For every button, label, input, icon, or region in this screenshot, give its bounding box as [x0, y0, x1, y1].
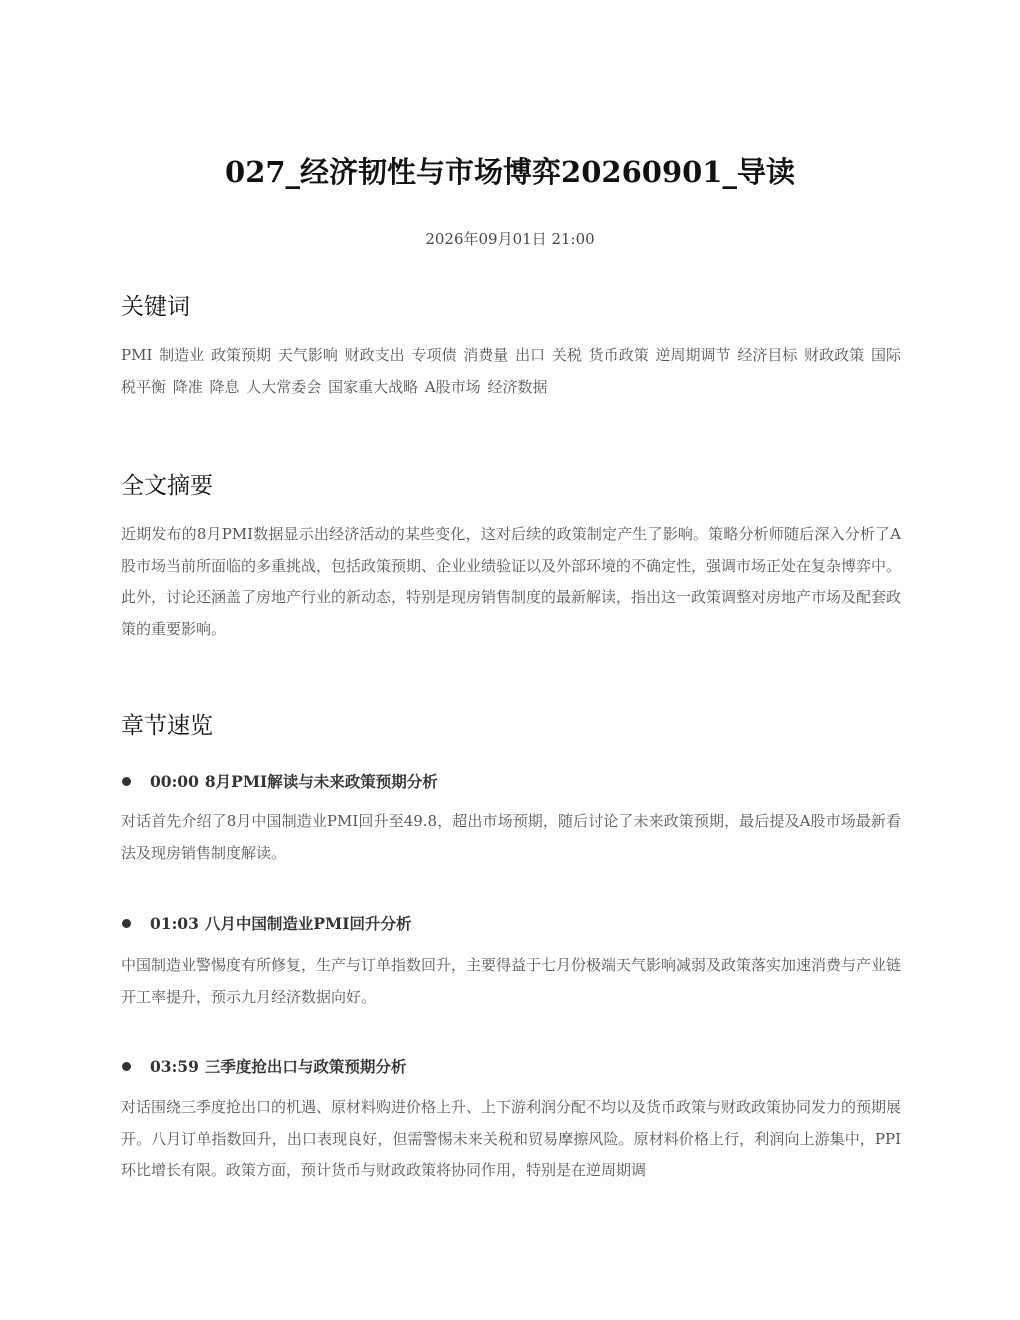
chapter-item-title: [121, 1053, 901, 1079]
bullet-icon: [122, 777, 131, 786]
keywords-text: PMI 制造业 政策预期 天气影响 财政支出 专项债 消费量 出口 关税 货币政策 逆周期调节 经济目标 财政政策 国际税平衡 降准 降息 人大常委会 国家重大战略 A股市场 经济数据: [121, 346, 901, 396]
keywords-heading: 关键词: [121, 294, 190, 320]
chapter-item-title: [121, 910, 901, 936]
chapter-time: 00:00: [150, 771, 199, 791]
chapter-title: 八月中国制造业PMI回升分析: [204, 914, 412, 933]
summary-heading: 全文摘要: [121, 473, 213, 499]
bullet-icon: [122, 1062, 131, 1071]
bullet-icon: [122, 919, 131, 928]
chapter-time: 01:03: [150, 913, 199, 933]
chapter-item-title: [121, 768, 901, 794]
summary-text: 近期发布的8月PMI数据显示出经济活动的某些变化，这对后续的政策制定产生了影响。策略分析师随后深入分析了A股市场当前所面临的多重挑战，包括政策预期、企业业绩验证以及外部环境的不确定性，强调市场正处在复杂博弈中。此外，讨论还涵盖了房地产行业的新动态，特别是现房销售制度的最新解读，指出这一政策调整对房地产市场及配套政策的重要影响。: [121, 525, 902, 638]
chapter-body: 中国制造业警惕度有所修复，生产与订单指数回升，主要得益于七月份极端天气影响减弱及政策落实加速消费与产业链开工率提升，预示九月经济数据向好。: [121, 956, 902, 1006]
chapters-heading: 章节速览: [121, 713, 213, 739]
chapter-time: 03:59: [150, 1056, 199, 1076]
chapter-body: 对话首先介绍了8月中国制造业PMI回升至49.8，超出市场预期，随后讨论了未来政策预期，最后提及A股市场最新看法及现房销售制度解读。: [121, 812, 901, 862]
chapter-body: 对话围绕三季度抢出口的机遇、原材料购进价格上升、上下游利润分配不均以及货币政策与财政政策协同发力的预期展开。八月订单指数回升，出口表现良好，但需警惕未来关税和贸易摩擦风险。原材料价格上行，利润向上游集中，PPI环比增长有限。政策方面，预计货币与财政政策将协同作用，特别是在逆周期调: [121, 1098, 902, 1179]
chapter-title: 三季度抢出口与政策预期分析: [204, 1057, 407, 1076]
chapter-title: 8月PMI解读与未来政策预期分析: [204, 772, 438, 791]
publish-date: 2026年09月01日 21:00: [425, 230, 595, 248]
page-title: 027_经济韧性与市场博弈20260901_导读: [225, 155, 795, 189]
